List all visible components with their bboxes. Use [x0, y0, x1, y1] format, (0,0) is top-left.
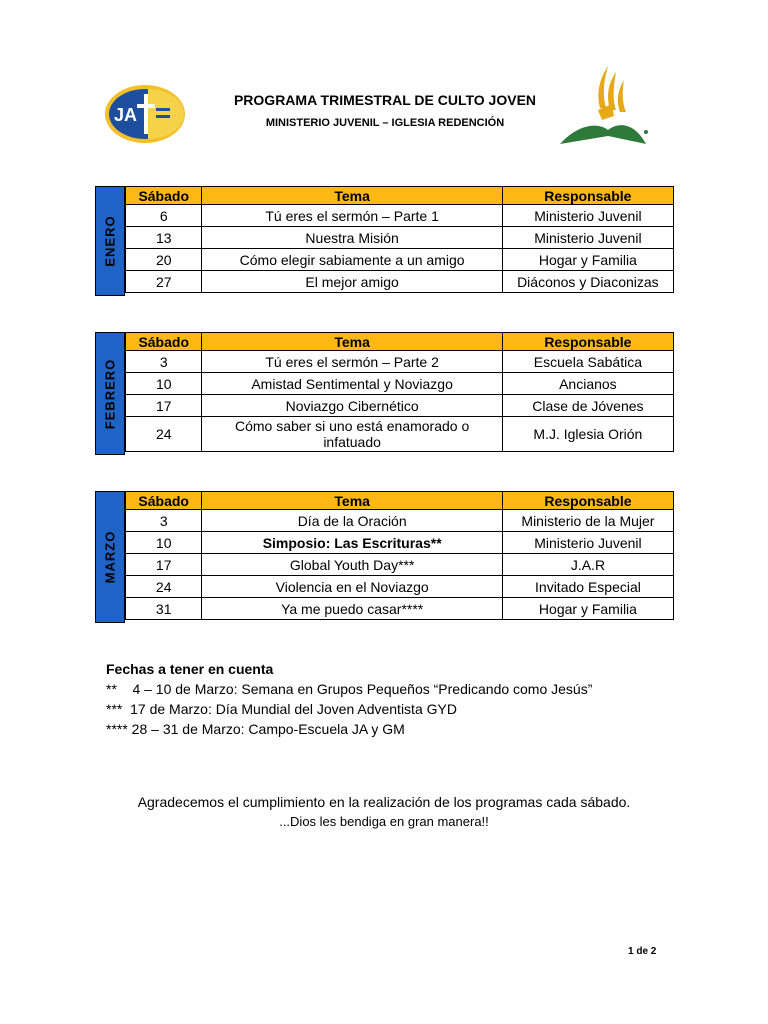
table-row [126, 417, 674, 452]
cell-tema: Ya me puedo casar**** [202, 598, 502, 620]
cell-sabado: 6 [126, 205, 202, 227]
notes-title: Fechas a tener en cuenta [106, 661, 274, 677]
cell-tema: Tú eres el sermón – Parte 2 [202, 351, 502, 373]
cell-responsable: Hogar y Familia [502, 598, 673, 620]
page-subtitle: MINISTERIO JUVENIL – IGLESIA REDENCIÓN [265, 117, 505, 129]
month-label-box [95, 186, 125, 296]
cell-responsable: J.A.R [502, 554, 673, 576]
column-header-tema: Tema [202, 187, 502, 205]
month-label: FEBRERO [102, 358, 118, 429]
cell-responsable: Hogar y Familia [502, 249, 673, 271]
cell-sabado: 31 [126, 598, 202, 620]
cell-tema: Nuestra Misión [202, 227, 502, 249]
thanks-text: Agradecemos el cumplimiento en la realización de los programas cada sábado. [137, 794, 631, 810]
schedule-table [125, 491, 674, 620]
month-label: MARZO [102, 530, 118, 584]
table-row [126, 351, 674, 373]
cell-responsable: Invitado Especial [502, 576, 673, 598]
cell-tema: Noviazgo Cibernético [202, 395, 502, 417]
cell-responsable: Ministerio Juvenil [502, 205, 673, 227]
cell-tema: Día de la Oración [202, 510, 502, 532]
table-row [126, 395, 674, 417]
note-item: **** 28 – 31 de Marzo: Campo-Escuela JA y GM [106, 721, 405, 737]
table-row [126, 598, 674, 620]
note-item: ** 4 – 10 de Marzo: Semana en Grupos Pequeños “Predicando como Jesús” [106, 681, 593, 697]
cell-responsable: Escuela Sabática [502, 351, 673, 373]
month-block-marzo [95, 491, 674, 623]
table-row [126, 271, 674, 293]
cell-responsable: Ancianos [502, 373, 673, 395]
column-header-responsable: Responsable [502, 492, 673, 510]
closing-message [0, 792, 768, 832]
cell-sabado: 10 [126, 532, 202, 554]
cell-sabado: 27 [126, 271, 202, 293]
cell-tema: Amistad Sentimental y Noviazgo [202, 373, 502, 395]
column-header-sabado: Sábado [126, 492, 202, 510]
cell-tema: Cómo saber si uno está enamorado o infatuado [202, 417, 502, 452]
important-dates [106, 659, 592, 739]
table-row [126, 227, 674, 249]
cell-responsable: Clase de Jóvenes [502, 395, 673, 417]
cell-responsable: Diáconos y Diaconizas [502, 271, 673, 293]
cell-responsable: Ministerio Juvenil [502, 532, 673, 554]
cell-tema: Violencia en el Noviazgo [202, 576, 502, 598]
cell-sabado: 24 [126, 576, 202, 598]
column-header-tema: Tema [202, 492, 502, 510]
schedule-table [125, 186, 674, 293]
cell-tema: Simposio: Las Escrituras** [202, 532, 502, 554]
column-header-responsable: Responsable [502, 187, 673, 205]
cell-responsable: Ministerio Juvenil [502, 227, 673, 249]
month-block-febrero [95, 332, 674, 455]
cell-sabado: 24 [126, 417, 202, 452]
cell-sabado: 3 [126, 510, 202, 532]
page-title: PROGRAMA TRIMESTRAL DE CULTO JOVEN [233, 92, 537, 108]
table-row [126, 510, 674, 532]
cell-sabado: 17 [126, 554, 202, 576]
column-header-sabado: Sábado [126, 333, 202, 351]
month-label-box [95, 332, 125, 455]
cell-tema: Global Youth Day*** [202, 554, 502, 576]
cell-tema: Cómo elegir sabiamente a un amigo [202, 249, 502, 271]
month-label-box [95, 491, 125, 623]
table-row [126, 373, 674, 395]
table-row [126, 532, 674, 554]
table-header-row [126, 492, 674, 510]
adventist-logo [558, 64, 650, 148]
cell-tema: Tú eres el sermón – Parte 1 [202, 205, 502, 227]
cell-sabado: 20 [126, 249, 202, 271]
cell-tema: El mejor amigo [202, 271, 502, 293]
table-row [126, 249, 674, 271]
ja-logo [104, 84, 186, 144]
table-row [126, 554, 674, 576]
cell-sabado: 3 [126, 351, 202, 373]
column-header-responsable: Responsable [502, 333, 673, 351]
column-header-tema: Tema [202, 333, 502, 351]
cell-responsable: Ministerio de la Mujer [502, 510, 673, 532]
page-number: 1 de 2 [628, 946, 657, 957]
table-header-row [126, 187, 674, 205]
blessing-text: ...Dios les bendiga en gran manera!! [279, 814, 489, 829]
cell-sabado: 17 [126, 395, 202, 417]
month-block-enero [95, 186, 674, 296]
column-header-sabado: Sábado [126, 187, 202, 205]
table-row [126, 205, 674, 227]
note-item: *** 17 de Marzo: Día Mundial del Joven Adventista GYD [106, 701, 457, 717]
cell-responsable: M.J. Iglesia Orión [502, 417, 673, 452]
schedule-table [125, 332, 674, 452]
table-header-row [126, 333, 674, 351]
cell-sabado: 13 [126, 227, 202, 249]
cell-sabado: 10 [126, 373, 202, 395]
table-row [126, 576, 674, 598]
month-label: ENERO [102, 215, 118, 267]
ja-logo-text: JA [114, 105, 138, 125]
